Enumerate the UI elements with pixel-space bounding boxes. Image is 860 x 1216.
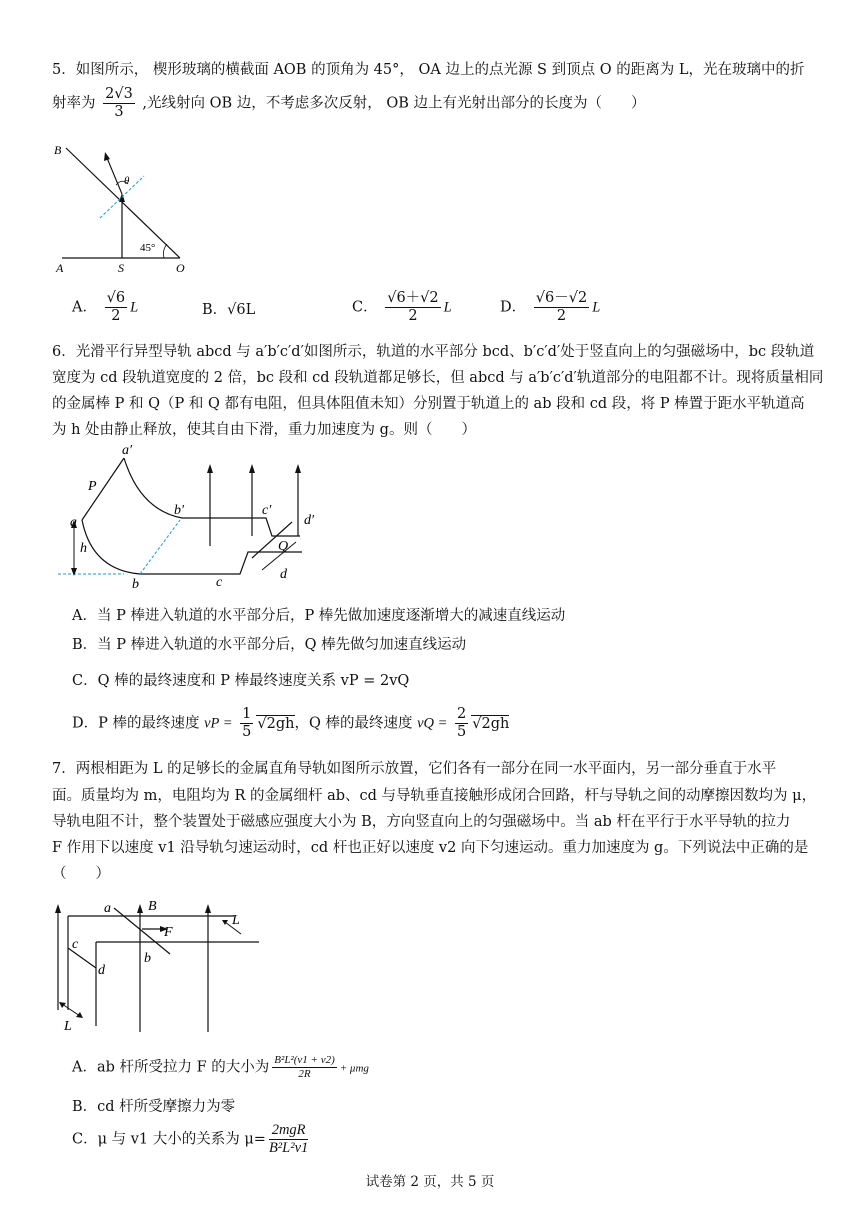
q7-line-3: 导轨电阻不计，整个装置处于磁感应强度大小为 B，方向竖直向上的匀强磁场中。当 ab 杆在平行于水平导轨的拉力 (52, 814, 791, 830)
q5-refraction-fraction (103, 86, 135, 121)
q6-label-h: h (80, 541, 87, 556)
q6-label-d-prime: d′ (304, 513, 315, 528)
q5-figure (52, 138, 212, 278)
q5-option-d[interactable] (500, 290, 600, 325)
q5-a-den: 2 (111, 308, 121, 324)
q5-line-2 (52, 86, 646, 121)
q6-d-text-a: D．P 棒的最终速度 (72, 715, 200, 732)
q5-d-num: √6－√2 (535, 290, 588, 306)
q6-label-b-prime: b′ (174, 503, 185, 518)
q7-label-L-top: L (232, 913, 240, 928)
q7-label-F: F (164, 925, 173, 940)
q6-d-text-mid: ，Q 棒的最终速度 (294, 715, 413, 732)
q6-d-vp: vP = (204, 715, 233, 732)
q6-label-P: P (88, 479, 97, 494)
q5-label-theta: θ (124, 175, 130, 187)
q5-a-num: √6 (106, 290, 126, 306)
q6-d-frac-1 (240, 706, 253, 741)
q5-label-S: S (118, 261, 124, 275)
q7-line-2: 面。质量均为 m，电阻均为 R 的金属细杆 ab、cd 与导轨垂直接触形成闭合回路，杆与导轨之间的动摩擦因数均为 μ， (52, 788, 817, 804)
q5-line-1: 5．如图所示， 楔形玻璃的横截面 AOB 的顶角为 45°， OA 边上的点光源 S 到顶点 O 的距离为 L，光在玻璃中的折 (52, 62, 805, 78)
q6-d-frac-2 (455, 706, 468, 741)
q5-option-b-key: B． (202, 302, 228, 318)
q6-figure (52, 440, 342, 590)
q7-c-den: B²L²v1 (268, 1140, 309, 1156)
q5-label-A: A (56, 261, 64, 275)
q6-label-a: a (70, 515, 77, 530)
q7-a-suffix: + μmg (339, 1062, 369, 1075)
q6-line-2: 宽度为 cd 段轨道宽度的 2 倍，bc 段和 cd 段轨道都足够长，但 abcd 与 a′b′c′d′轨道部分的电阻都不计。现将质量相同 (52, 370, 824, 386)
q7-label-c: c (72, 937, 79, 952)
q5-option-d-key: D． (500, 299, 527, 316)
q5-option-c[interactable] (352, 290, 452, 325)
page-footer: 试卷第 2 页，共 5 页 (365, 1174, 495, 1190)
q6-label-c-prime: c′ (262, 503, 272, 518)
q5-label-angle: 45° (140, 242, 156, 254)
q7-option-b[interactable]: B．cd 杆所受摩擦力为零 (72, 1099, 236, 1115)
q5-d-suffix: L (592, 299, 601, 316)
q5-c-num: √6＋√2 (387, 290, 439, 306)
q5-option-a-frac (105, 290, 127, 325)
q5-option-a-key: A． (72, 299, 97, 316)
q6-label-Q: Q (278, 539, 289, 554)
q7-label-L-bottom: L (64, 1019, 72, 1034)
q7-label-a: a (104, 901, 111, 916)
q7-c-num: 2mgR (269, 1122, 308, 1140)
q5-fraction-num: 2√3 (105, 86, 133, 102)
q7-a-den: 2R (298, 1068, 311, 1080)
q7-option-a[interactable] (72, 1054, 369, 1081)
q7-a-num: B²L²(v1 + v2) (274, 1054, 335, 1066)
q6-label-d: d (280, 567, 287, 582)
q7-a-frac (272, 1054, 336, 1081)
q6-label-c: c (216, 575, 223, 590)
q7-a-text: A．ab 杆所受拉力 F 的大小为 (72, 1059, 270, 1076)
q5-option-c-key: C． (352, 299, 378, 316)
q5-c-suffix: L (443, 299, 452, 316)
q6-d-root-1: √2gh (257, 715, 295, 732)
q5-a-suffix: L (130, 299, 139, 316)
q5-label-O: O (176, 261, 185, 275)
q5-d-den: 2 (556, 308, 567, 324)
q5-line-2b: ,光线射向 OB 边，不考虑多次反射， OB 边上有光射出部分的长度为（ ） (142, 95, 646, 112)
q6-d-root-2: √2gh (472, 715, 510, 732)
q7-label-b: b (144, 951, 151, 966)
q7-label-B: B (148, 899, 157, 914)
q7-line-1: 7．两根相距为 L 的足够长的金属直角导轨如图所示放置，它们各有一部分在同一水平面内，另一部分垂直于水平 (52, 761, 777, 777)
q6-option-a[interactable]: A．当 P 棒进入轨道的水平部分后，P 棒先做加速度逐渐增大的减速直线运动 (72, 608, 566, 624)
q6-d-f1-num: 1 (242, 706, 252, 722)
q5-label-B: B (54, 143, 62, 157)
q6-label-b: b (132, 577, 139, 590)
q6-d-f2-den: 5 (457, 724, 467, 740)
q7-c-text: C．μ 与 v1 大小的关系为 μ= (72, 1131, 266, 1148)
q7-line-4: F 作用下以速度 v1 沿导轨匀速运动时，cd 杆也正好以速度 v2 向下匀速运动。重力加速度为 g。下列说法中正确的是 (52, 840, 809, 856)
q7-c-frac (269, 1122, 308, 1157)
q5-option-d-frac (534, 290, 589, 325)
q7-label-d: d (98, 963, 105, 978)
q6-label-a-prime: a′ (122, 443, 133, 458)
q7-figure (44, 892, 264, 1036)
q6-line-1: 6．光滑平行异型导轨 abcd 与 a′b′c′d′如图所示，轨道的水平部分 bcd、b′c′d′处于竖直向上的匀强磁场中，bc 段轨道 (52, 344, 815, 360)
q5-option-a[interactable] (72, 290, 138, 325)
q5-line-2a: 射率为 (52, 95, 96, 112)
q5-option-c-frac (385, 290, 440, 325)
q6-option-d[interactable] (72, 706, 509, 741)
q6-line-3: 的金属棒 P 和 Q（P 和 Q 都有电阻，但具体阻值未知）分别置于轨道上的 ab 段和 cd 段，将 P 棒置于距水平轨道高 (52, 396, 805, 412)
q7-option-c[interactable] (72, 1122, 311, 1157)
q7-line-5: （ ） (52, 866, 110, 882)
q5-option-b-text: √6L (227, 302, 256, 318)
q5-c-den: 2 (408, 308, 418, 324)
q6-d-vq: vQ = (417, 715, 448, 732)
q6-option-b[interactable]: B．当 P 棒进入轨道的水平部分后，Q 棒先做匀加速直线运动 (72, 637, 467, 653)
q6-line-4: 为 h 处由静止释放，使其自由下滑，重力加速度为 g。则（ ） (52, 422, 476, 438)
q6-d-f2-num: 2 (457, 706, 467, 722)
q6-option-c[interactable]: C．Q 棒的最终速度和 P 棒最终速度关系 vP = 2vQ (72, 673, 410, 689)
q6-d-f1-den: 5 (242, 724, 252, 740)
q5-option-b[interactable] (202, 298, 255, 319)
q5-fraction-den: 3 (114, 104, 124, 120)
